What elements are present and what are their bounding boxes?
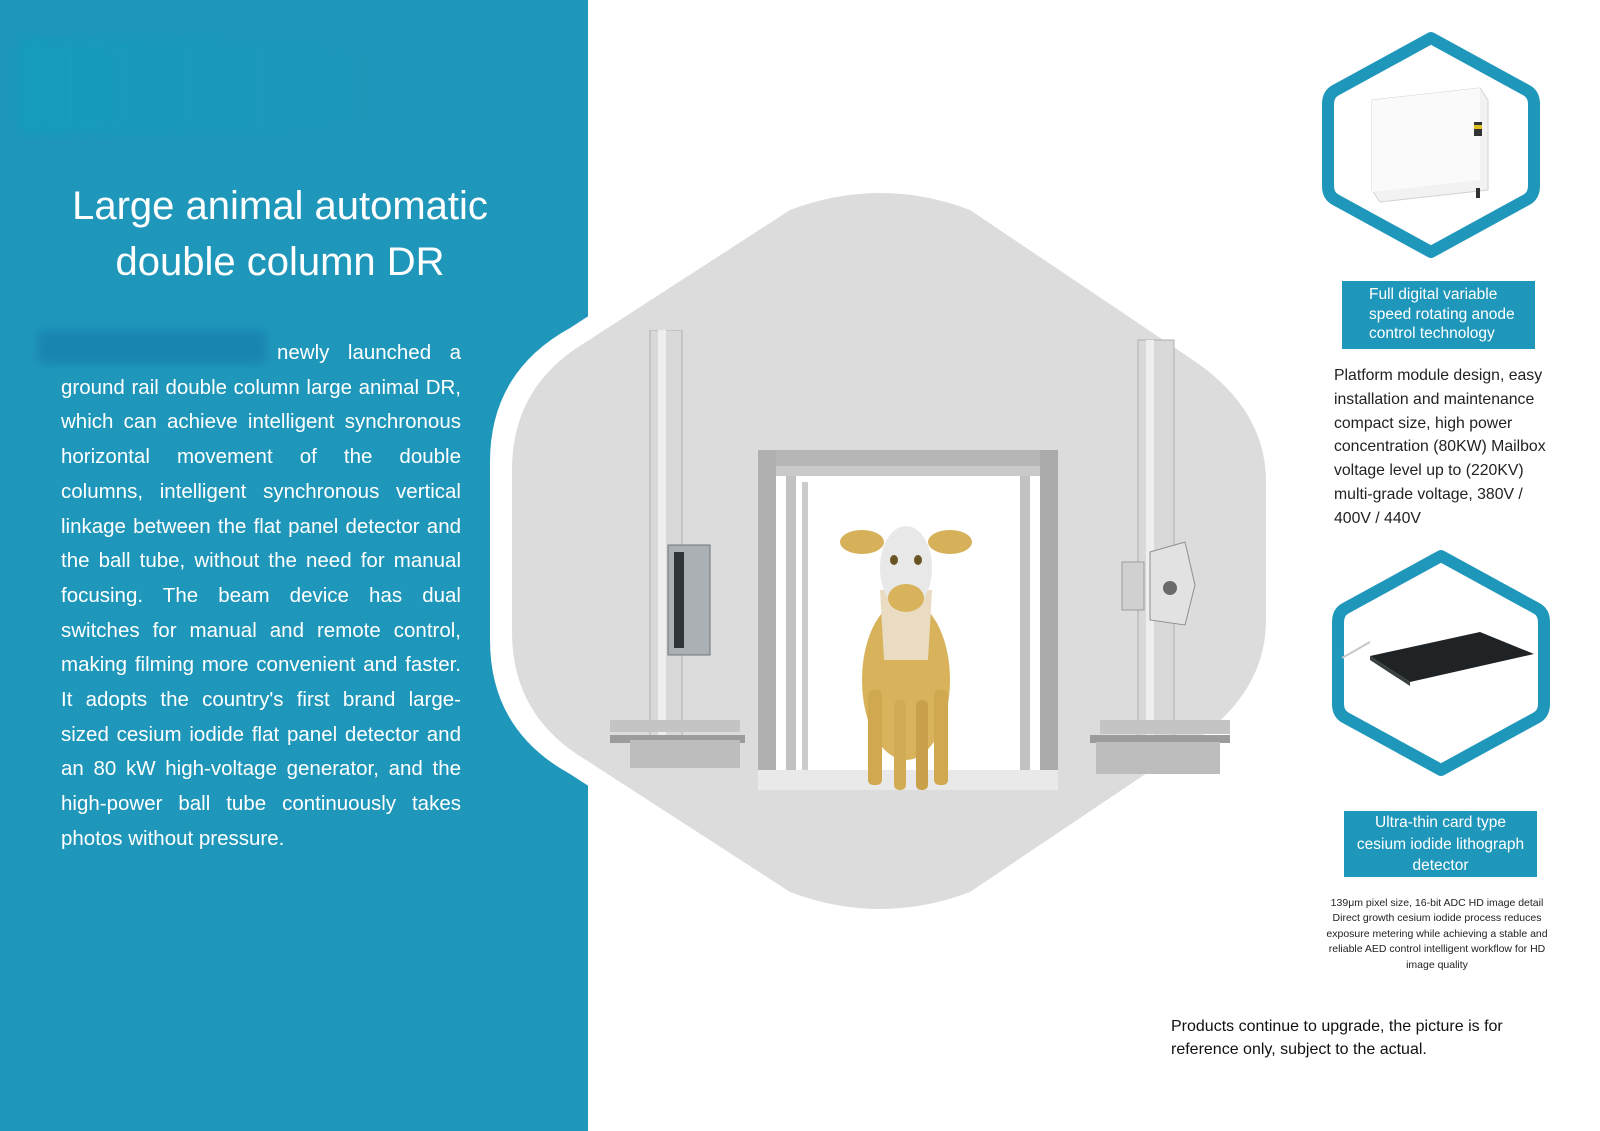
double-column-dr-illustration: [610, 330, 1230, 790]
feature-description-platform: Platform module design, easy installation and maintenance compact size, high power concentration (80KW) Mailbox voltage level up to (220KV) multi-grade voltage, 380V / 400V / 440V: [1334, 367, 1546, 527]
feature-label-detector: Ultra-thin card type cesium iodide lithograph detector: [1344, 811, 1537, 877]
disclaimer-note: Products continue to upgrade, the picture is for reference only, subject to the actual.: [1171, 1018, 1503, 1058]
generator-hexagon-thumbnail: [1320, 30, 1542, 260]
right-column: [1090, 340, 1230, 774]
generator-box-image: [1372, 88, 1488, 202]
blurred-logo: [18, 38, 388, 134]
feature-label-anode-control: Full digital variable speed rotating anode control technology: [1342, 281, 1535, 349]
product-description: newly launched a ground rail double column large animal DR, which can achieve intelligent synchronous horizontal movement of the double columns, intelligent synchronous vertical linkage between the flat panel detector and the ball tube, without the need for manual focusing. The beam device has dual switches for manual and remote control, making filming more convenient and faster. It adopts the country's first brand large-sized cesium iodide flat panel detector and an 80 kW high-voltage generator, and the high-power ball tube continuously takes photos without pressure.: [61, 341, 461, 850]
detector-hexagon-thumbnail: [1330, 548, 1552, 778]
title-line-1: Large animal automatic: [72, 184, 488, 228]
feature-description-detector: 139μm pixel size, 16-bit ADC HD image detail Direct growth cesium iodide process reduces exposure metering while achieving a stable and reliable AED control intelligent workflow for HD image quality: [1326, 897, 1548, 971]
left-column: [610, 330, 745, 768]
page-title: [30, 178, 530, 290]
title-line-2: double column DR: [115, 240, 445, 284]
